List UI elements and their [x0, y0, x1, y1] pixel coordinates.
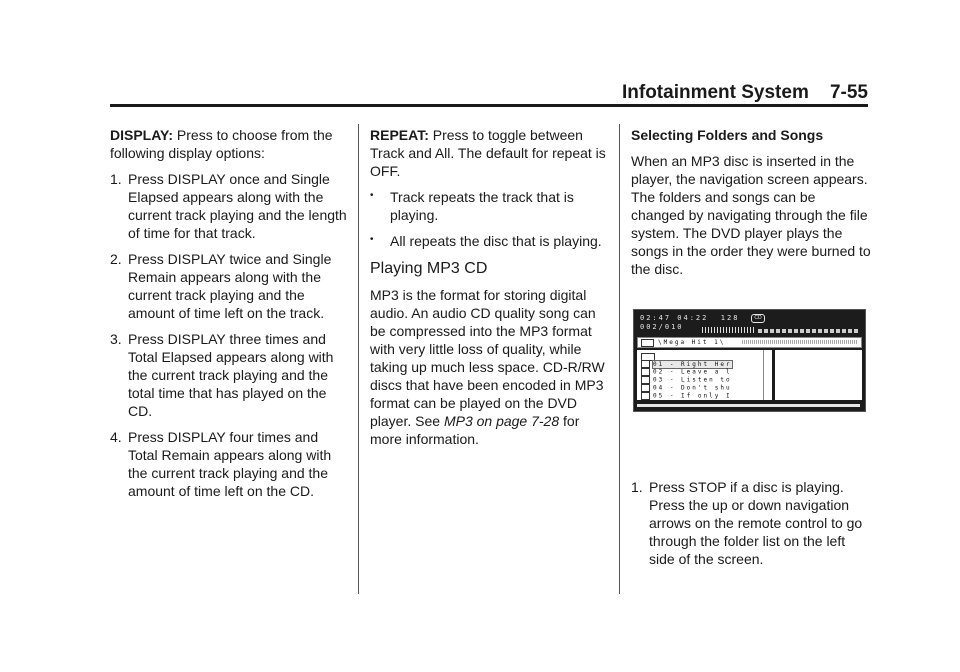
cd-icon: CD	[751, 314, 765, 323]
item-text: Press DISPLAY twice and Single Remain appears along with the current track playing and the amount of time left on the track.	[128, 251, 332, 321]
song-icon	[641, 376, 650, 384]
screen-file-row	[641, 392, 761, 400]
folder-icon	[641, 339, 654, 347]
item-text: Press DISPLAY three times and Total Elapsed appears along with the current track playing and the total time that has played on the CD.	[128, 331, 334, 419]
song-icon	[641, 384, 650, 392]
list-item	[110, 330, 348, 420]
screen-right-panel	[775, 350, 862, 400]
navigation-paragraph: When an MP3 disc is inserted in the player, the navigation screen appears. The folders and songs can be changed by navigating through the file system. The DVD player plays the songs in the order they were burned to the disc.	[631, 153, 871, 277]
screen-track-count: 002/010	[640, 323, 684, 331]
screen-file-row	[641, 360, 761, 368]
repeat-text: Press to toggle between Track and All. The default for repeat is OFF.	[370, 127, 606, 179]
header-title: Infotainment System 7-55	[621, 82, 868, 103]
item-text: Press STOP if a disc is playing. Press the up or down navigation arrows on the remote control to go through the folder list on the left side of the screen.	[649, 479, 863, 567]
item-number: 1.	[631, 479, 643, 495]
screen-path-bar	[637, 337, 862, 348]
bullet-icon: •	[370, 190, 374, 201]
column-3-steps	[631, 478, 871, 576]
item-number: 4.	[110, 429, 122, 445]
screen-file-row	[641, 376, 761, 384]
screen-path: \Mega Hit 1\	[658, 339, 726, 346]
progress-ticks	[758, 329, 858, 333]
bullet-item	[370, 232, 610, 250]
subsection-heading: Selecting Folders and Songs	[631, 127, 824, 143]
song-icon	[641, 368, 650, 376]
mp3-text: MP3 is the format for storing digital audio. An audio CD quality song can be compressed into the MP3 format with very little loss of quality, while taking up much less space. CD-R/RW discs that have been encoded in MP3 format can be played on the DVD player. See	[370, 287, 605, 429]
path-bar-fill	[742, 340, 857, 344]
song-icon	[641, 360, 650, 368]
mp3-navigation-screen-illustration	[633, 309, 866, 412]
section-heading: Playing MP3 CD	[370, 260, 488, 277]
bullet-icon: •	[370, 234, 374, 245]
repeat-label: REPEAT:	[370, 127, 429, 143]
screen-file-name: 05 - If only I	[653, 392, 732, 400]
screen-file-row	[641, 368, 761, 376]
screen-bottom-bar	[637, 404, 860, 407]
display-paragraph	[110, 126, 348, 162]
column-divider	[619, 124, 620, 594]
bullet-text: All repeats the disc that is playing.	[390, 233, 602, 249]
item-text: Press DISPLAY once and Single Elapsed appears along with the current track playing and the length of time for that track.	[128, 171, 347, 241]
screen-file-list	[637, 350, 772, 400]
screen-file-name: 03 - Listen to	[653, 376, 732, 384]
display-text: Press to choose from the following display options:	[110, 127, 333, 161]
item-number: 3.	[110, 331, 122, 347]
column-2	[370, 126, 610, 456]
list-item	[110, 250, 348, 322]
header-rule	[110, 104, 868, 107]
screen-file-name: 01 - Right Her	[653, 360, 732, 368]
list-item	[110, 170, 348, 242]
mp3-text-end: for more information.	[370, 413, 580, 447]
item-number: 1.	[110, 171, 122, 187]
list-item	[110, 428, 348, 500]
display-label: DISPLAY:	[110, 127, 174, 143]
repeat-paragraph	[370, 126, 610, 180]
mp3-paragraph	[370, 286, 610, 448]
cross-reference-link[interactable]: MP3 on page 7-28	[443, 413, 560, 429]
bullet-text: Track repeats the track that is playing.	[390, 189, 574, 223]
bullet-item	[370, 188, 610, 224]
screen-file-row	[641, 384, 761, 392]
screen-file-name: 02 - Leave a l	[653, 368, 732, 376]
screen-scrollbar	[763, 350, 772, 400]
level-meter-icon	[702, 327, 754, 333]
item-number: 2.	[110, 251, 122, 267]
song-icon	[641, 392, 650, 400]
column-3	[631, 126, 871, 286]
screen-file-name: 04 - Don't shu	[653, 384, 732, 392]
column-1	[110, 126, 348, 508]
list-item	[631, 478, 871, 568]
column-divider	[358, 124, 359, 594]
page-header	[110, 82, 868, 106]
item-text: Press DISPLAY four times and Total Remain appears along with the current track playing and the amount of time left on the CD.	[128, 429, 332, 499]
screen-time-line: 02:47 04:22 128	[640, 314, 740, 322]
